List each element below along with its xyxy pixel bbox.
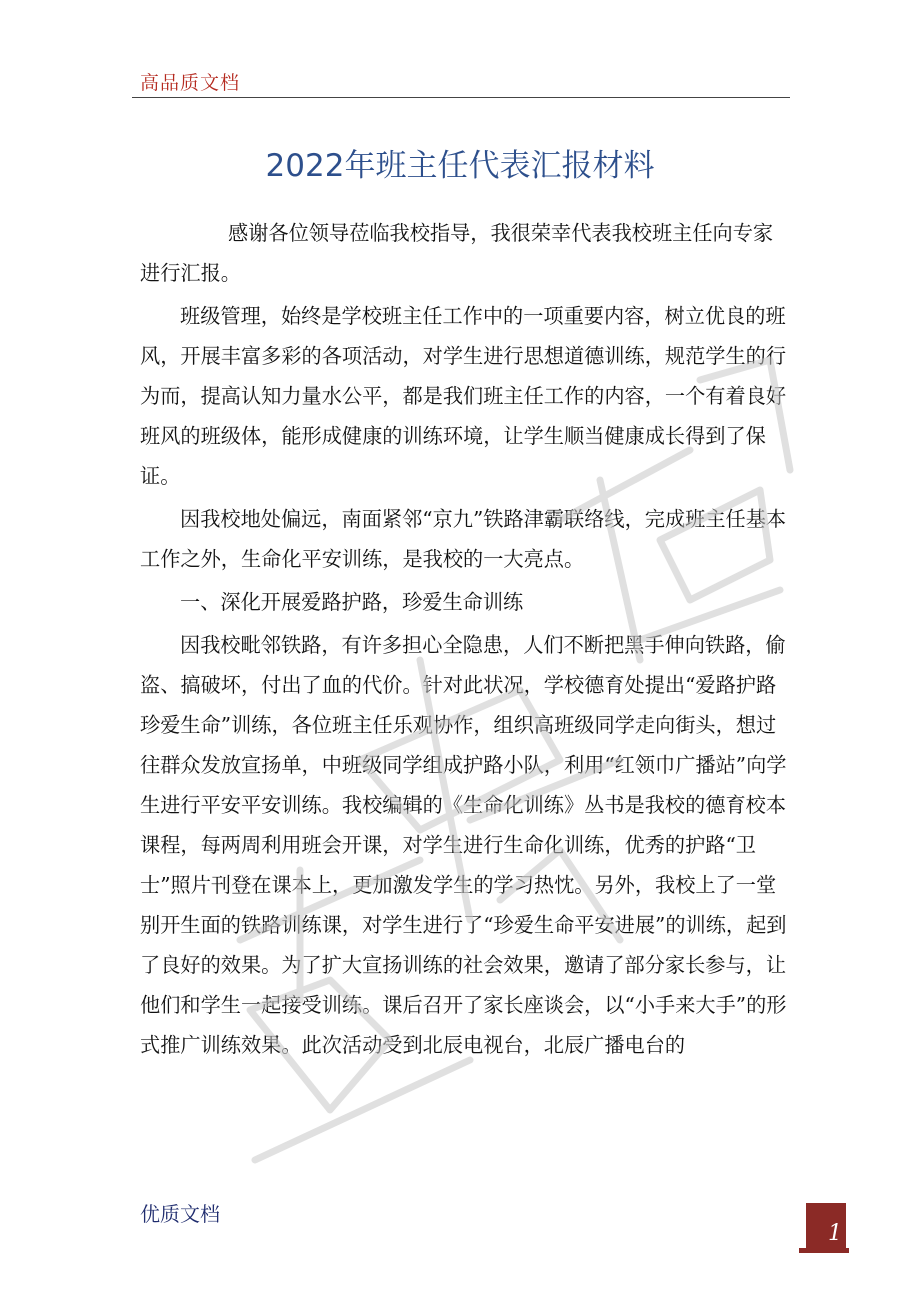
document-title: 2022年班主任代表汇报材料 xyxy=(265,148,655,184)
page-number-badge xyxy=(806,1203,846,1248)
document-body xyxy=(140,213,792,1068)
footer-label: 优质文档 xyxy=(140,1202,220,1226)
page-badge-underline xyxy=(799,1248,849,1253)
paragraph-class-management: 班级管理，始终是学校班主任工作中的一项重要内容，树立优良的班风，开展丰富多彩的各项活动，对学生进行思想道德训练，规范学生的行为而，提高认知力量水公平，都是我们班主任工作的内容，一个有着良好班风的班级体，能形成健康的训练环境，让学生顺当健康成长得到了保证。 xyxy=(140,304,787,488)
paragraph-railway-safety: 因我校毗邻铁路，有许多担心全隐患，人们不断把黑手伸向铁路，偷盗、搞破坏，付出了血的代价。针对此状况，学校德育处提出“爱路护路珍爱生命”训练，各位班主任乐观协作，组织高班级同学走向街头，想过往群众发放宣扬单，中班级同学组成护路小队，利用“红领巾广播站”向学生进行平安平安训练。我校编辑的《生命化训练》丛书是我校的德育校本课程，每两周利用班会开课，对学生进行生命化训练，优秀的护路“卫士”照片刊登在课本上，更加激发学生的学习热忱。另外，我校上了一堂别开生面的铁路训练课，对学生进行了“珍爱生命平安进展”的训练，起到了良好的效果。为了扩大宣扬训练的社会效果，邀请了部分家长参与，让他们和学生一起接受训练。课后召开了家长座谈会，以“小手来大手”的形式推广训练效果。此次活动受到北辰电视台，北辰广播电台的 xyxy=(140,633,787,1057)
section-heading-1: 一、深化开展爱路护路，珍爱生命训练 xyxy=(180,590,524,614)
paragraph-school-location: 因我校地处偏远，南面紧邻“京九”铁路津霸联络线，完成班主任基本工作之外，生命化平安训练，是我校的一大亮点。 xyxy=(140,507,787,571)
page-number: 1 xyxy=(828,1221,842,1246)
header-label: 高品质文档 xyxy=(140,72,241,94)
paragraph-intro: 感谢各位领导莅临我校指导，我很荣幸代表我校班主任向专家进行汇报。 xyxy=(140,221,774,285)
header-divider xyxy=(132,97,790,98)
